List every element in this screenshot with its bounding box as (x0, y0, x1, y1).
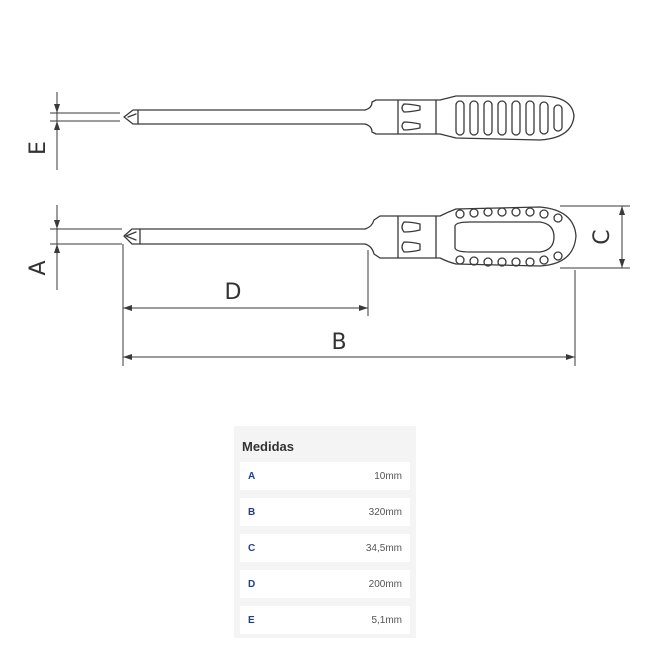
row-value: 34,5mm (365, 542, 402, 554)
dim-a-arrow-top (54, 220, 60, 229)
measurements-table (234, 426, 416, 638)
table-row (240, 570, 410, 598)
dim-label-c: C (590, 229, 615, 245)
dim-a-arrow-bottom (54, 244, 60, 253)
row-value: 200mm (368, 578, 402, 590)
table-row (240, 462, 410, 490)
dim-label-b: B (331, 330, 347, 355)
row-value: 10mm (374, 470, 402, 482)
row-key: B (248, 506, 256, 518)
handle-ridges-side (456, 101, 562, 135)
row-value: 320mm (368, 506, 402, 518)
tip-side (124, 110, 138, 124)
table-title: Medidas (242, 439, 295, 454)
handle-grip-bumps (456, 208, 562, 266)
tip-flute (128, 114, 136, 117)
dim-label-a: A (26, 260, 51, 276)
dim-e-arrow-bottom (54, 121, 60, 130)
dim-e-arrow-top (54, 104, 60, 113)
row-key: D (248, 578, 256, 590)
screwdriver-side-view (50, 92, 574, 170)
table-row (240, 534, 410, 562)
table-row (240, 498, 410, 526)
handle-grip-window (455, 222, 554, 252)
row-key: A (248, 470, 256, 482)
table-row (240, 606, 410, 634)
dim-label-e: E (26, 141, 51, 155)
row-key: E (248, 614, 255, 626)
dim-label-d: D (224, 280, 242, 305)
row-key: C (248, 542, 256, 554)
row-value: 5,1mm (371, 614, 402, 626)
